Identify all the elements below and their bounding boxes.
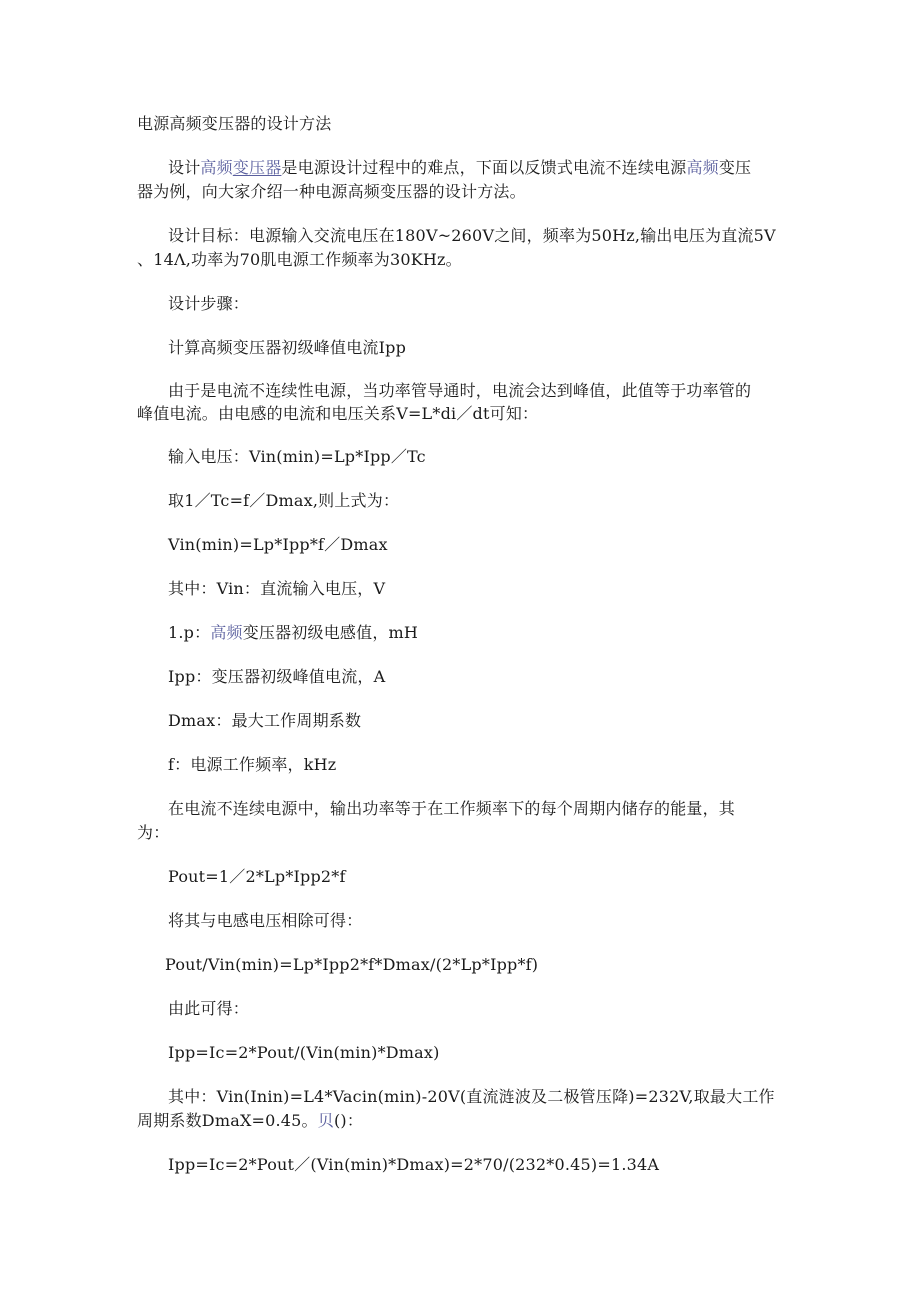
energy-line-1: 在电流不连续电源中，输出功率等于在工作频率下的每个周期内储存的能量，其 [168,799,736,818]
equation-vin-min: Vin(min)=Lp*Ipp*f／Dmax [168,535,388,554]
document-title: 电源高频变压器的设计方法 [137,114,332,133]
equation-ipp: Ipp=Ic=2*Pout/(Vin(min)*Dmax) [168,1043,440,1062]
equation-pout: Pout=1／2*Lp*Ipp2*f [168,867,346,886]
definition-dmax: Dmax：最大工作周期系数 [168,711,362,730]
explain-line-2: 峰值电流。由电感的电流和电压关系V=L*di／dt可知： [137,404,539,423]
where-line-2 [137,1110,363,1132]
where-line-2-text: 周期系数DmaX=0.45。 [137,1111,318,1130]
link-gaopin-3[interactable]: 高频 [210,623,243,642]
divide-statement: 将其与电感电压相除可得： [168,911,363,930]
explain-line-1: 由于是电流不连续性电源，当功率管导通时，电流会达到峰值，此值等于功率管的 [168,381,752,400]
link-gaopin-1[interactable]: 高频 [200,158,233,177]
equation-result: Ipp=Ic=2*Pout／(Vin(min)*Dmax)=2*70/(232*0.45)=1.34A [168,1155,660,1174]
definition-lp [168,622,418,644]
where-line-2-end: ()： [333,1111,364,1130]
definition-vin: 其中：Vin：直流输入电压，V [168,579,386,598]
equation-substitution: 取1／Tc=f／Dmax,则上式为： [168,491,400,510]
target-line-1: 设计目标：电源输入交流电压在180V~260V之间，频率为50Hz,输出电压为直流5V [168,226,776,245]
definition-lp-prefix: 1.p： [168,623,211,642]
steps-label: 设计步骤： [168,294,250,313]
intro-text-1: 设计 [168,158,201,177]
intro-line-1 [168,157,751,179]
energy-line-2: 为： [137,823,170,842]
definition-ipp: Ipp：变压器初级峰值电流，A [168,667,386,686]
definition-lp-rest: 变压器初级电感值，mH [242,623,419,642]
equation-input-voltage: 输入电压：Vin(min)=Lp*Ipp／Tc [168,447,426,466]
link-transformer[interactable]: 变压器 [232,158,282,177]
link-bei[interactable]: 贝 [317,1111,334,1130]
step-1-heading: 计算高频变压器初级峰值电流Ipp [168,338,407,357]
thus-statement: 由此可得： [168,999,250,1018]
where-line-1: 其中：Vin(Inin)=L4*Vacin(min)-20V(直流涟波及二极管压降)=232V,取最大工作 [168,1087,775,1106]
intro-text-2: 是电源设计过程中的难点，下面以反馈式电流不连续电源 [281,158,687,177]
intro-line-2: 器为例，向大家介绍一种电源高频变压器的设计方法。 [137,182,526,201]
definition-f: f：电源工作频率，kHz [168,755,337,774]
link-gaopin-2[interactable]: 高频 [686,158,719,177]
target-line-2: 、14Λ,功率为70肌电源工作频率为30KHz。 [137,250,462,269]
equation-ratio: Pout/Vin(min)=Lp*Ipp2*f*Dmax/(2*Lp*Ipp*f) [165,955,539,974]
intro-text-3: 变压 [718,158,752,177]
